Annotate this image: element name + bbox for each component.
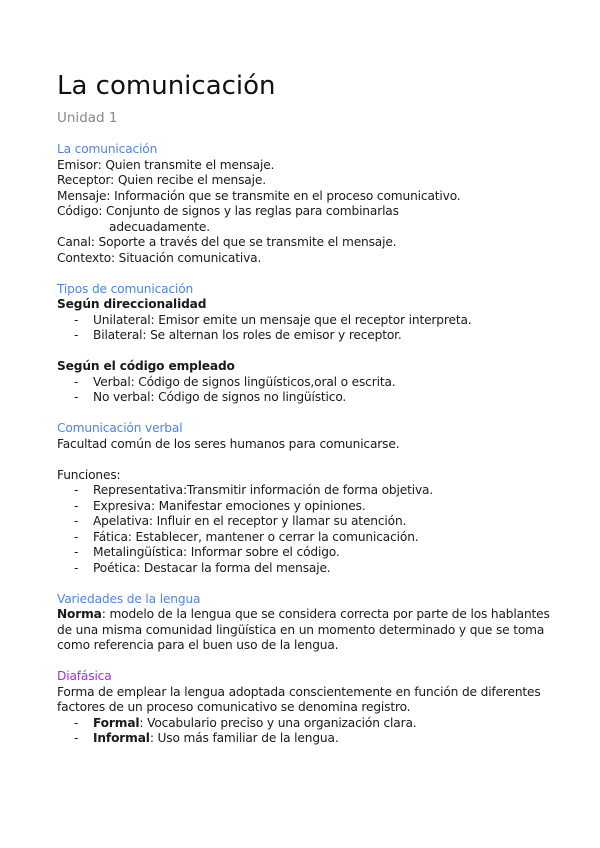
definition-codigo-continuation: adecuadamente. bbox=[109, 219, 210, 234]
funciones-label: Funciones: bbox=[57, 467, 121, 482]
section-heading-diafasica: Diafásica bbox=[57, 669, 112, 683]
section-heading-variedades: Variedades de la lengua bbox=[57, 591, 201, 606]
list-item: - Unilateral: Emisor emite un mensaje que el receptor interpreta. bbox=[74, 312, 472, 327]
definition-receptor: Receptor: Quien recibe el mensaje. bbox=[57, 173, 266, 187]
list-item: - Informal: Uso más familiar de la lengua. bbox=[74, 731, 339, 745]
section-heading-comunicacion: La comunicación bbox=[57, 142, 158, 156]
list-item: - Expresiva: Manifestar emociones y opiniones. bbox=[74, 498, 366, 513]
subheading-direccionalidad: Según direccionalidad bbox=[57, 297, 207, 311]
definition-emisor: Emisor: Quien transmite el mensaje. bbox=[57, 157, 275, 172]
definition-mensaje: Mensaje: Información que se transmite en el proceso comunicativo. bbox=[57, 188, 461, 203]
definition-canal: Canal: Soporte a través del que se transmite el mensaje. bbox=[57, 235, 397, 249]
list-item: - Bilateral: Se alternan los roles de emisor y receptor. bbox=[74, 328, 402, 342]
diafasica-paragraph-line2: factores de un proceso comunicativo se denomina registro. bbox=[57, 700, 411, 714]
norma-paragraph-line3: como referencia para el buen uso de la lengua. bbox=[57, 638, 339, 652]
list-item: - Apelativa: Influir en el receptor y llamar su atención. bbox=[74, 514, 407, 528]
diafasica-paragraph-line1: Forma de emplear la lengua adoptada conscientemente en función de diferentes bbox=[57, 684, 541, 699]
page-subtitle: Unidad 1 bbox=[57, 110, 118, 126]
list-item: - Verbal: Código de signos lingüísticos,oral o escrita. bbox=[74, 374, 396, 389]
definition-comunicacion-verbal: Facultad común de los seres humanos para comunicarse. bbox=[57, 436, 400, 451]
section-heading-tipos: Tipos de comunicación bbox=[57, 281, 194, 296]
list-item: - Representativa:Transmitir información de forma objetiva. bbox=[74, 483, 434, 497]
list-item: - No verbal: Código de signos no lingüístico. bbox=[74, 390, 347, 404]
list-item: - Formal: Vocabulario preciso y una organización clara. bbox=[74, 715, 417, 730]
definition-codigo: Código: Conjunto de signos y las reglas para combinarlas bbox=[57, 204, 399, 218]
list-item: - Metalingüística: Informar sobre el código. bbox=[74, 545, 340, 559]
document-body bbox=[57, 142, 587, 747]
norma-paragraph-line1: Norma: modelo de la lengua que se considera correcta por parte de los hablantes bbox=[57, 607, 550, 621]
norma-paragraph-line2: de una misma comunidad lingüística en un momento determinado y que se toma bbox=[57, 622, 545, 637]
list-item: - Poética: Destacar la forma del mensaje. bbox=[74, 560, 331, 575]
section-heading-comunicacion-verbal: Comunicación verbal bbox=[57, 421, 183, 435]
page-title: La comunicación bbox=[57, 71, 276, 101]
list-item: - Fática: Establecer, mantener o cerrar la comunicación. bbox=[74, 529, 419, 544]
definition-contexto: Contexto: Situación comunicativa. bbox=[57, 250, 262, 265]
subheading-codigo-empleado: Según el código empleado bbox=[57, 359, 235, 373]
